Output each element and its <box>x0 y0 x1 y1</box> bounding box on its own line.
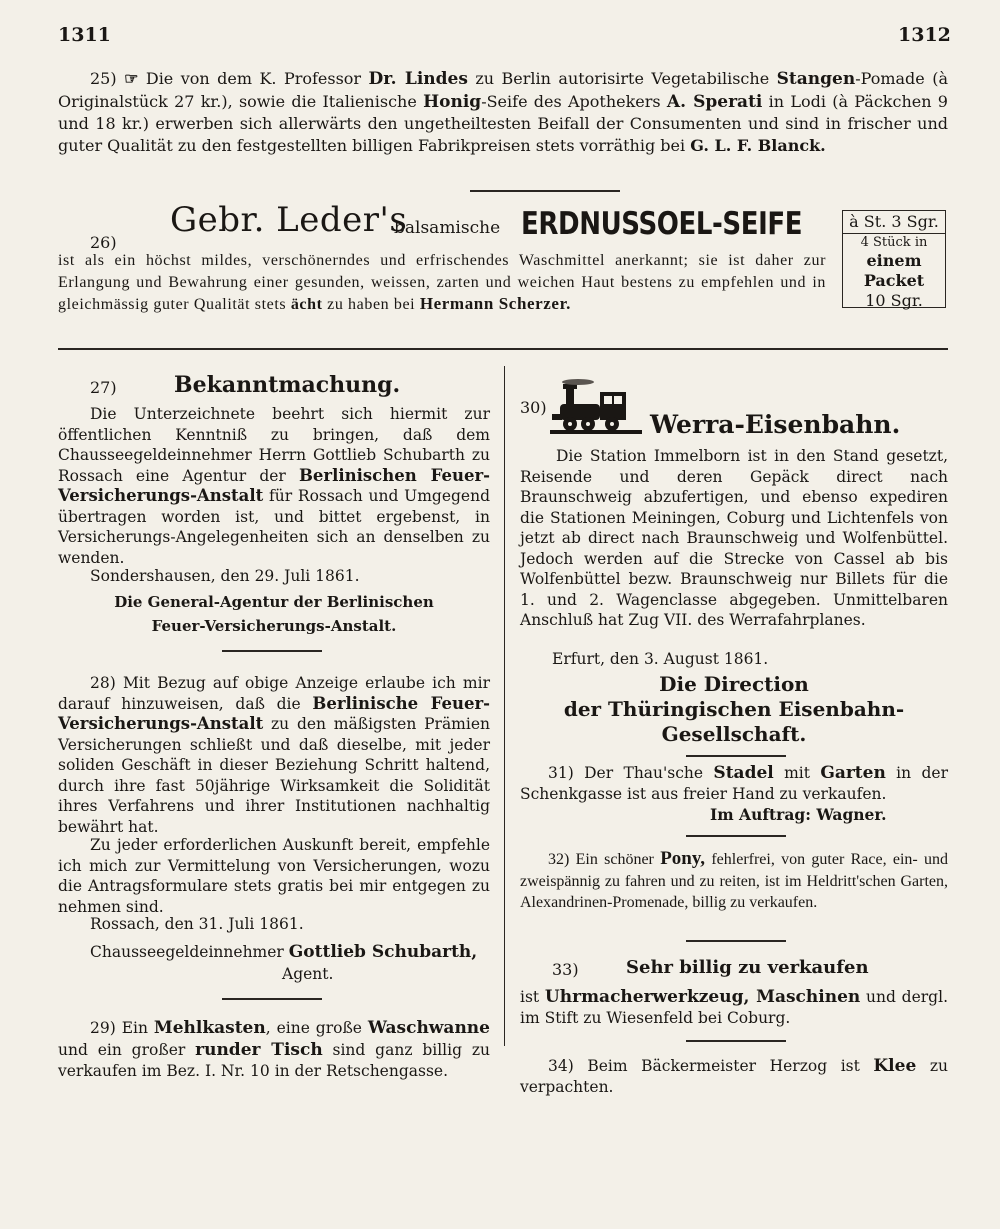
ad-27-title: Bekanntmachung. <box>174 372 401 398</box>
locomotive-icon <box>548 378 644 438</box>
divider <box>686 1040 786 1042</box>
brand-name: Gebr. Leder's <box>170 200 408 240</box>
divider <box>222 998 322 1000</box>
column-separator <box>504 366 505 1046</box>
ad-31-body: 31) Der Thau'sche Stadel mit Garten in der Schenkgasse ist aus freier Hand zu verkaufen. <box>520 763 948 803</box>
ad-28-body-2: Zu jeder erforderlichen Auskunft bereit, empfehle ich mich zur Vermittelung von Versicherungen, wozu die Antragsformulare stets gratis bei mir entgegen zu nehmen sind. <box>58 836 490 916</box>
ad-30-title: Werra-Eisenbahn. <box>650 410 901 439</box>
divider <box>686 835 786 837</box>
ad-28-signature: Chausseegeldeinnehmer Gottlieb Schubarth, <box>90 942 478 962</box>
divider <box>686 940 786 942</box>
seller-name: Hermann Scherzer. <box>419 294 572 313</box>
ad-27-body: Die Unterzeichnete beehrt sich hiermit zur öffentlichen Kenntniß zu bringen, daß dem Chausseegeldeinnehmer Herrn Gottlieb Schubarth zu Rossach eine Agentur der Berlinischen Feuer-Versicherungs-Anstalt für Rossach und Umgegend übertragen worden ist, und bittet ergebenst, in Versicherungs-Angelegenheiten sich an denselben zu wenden. <box>58 405 490 567</box>
price-box: à St. 3 Sgr. 4 Stück in einem Packet 10 Sgr. <box>842 210 946 308</box>
ad-26-body: ist als ein höchst mildes, verschönerndes und erfrischendes Waschmittel anerkannt; sie ist daher zur Erlangung und Bewahrung einer gesunden, weissen, zarten und weichen Haut bestens zu empfehlen und in gleichmässig guter Qualität stets ächt zu haben bei Hermann Scherzer. <box>58 252 826 313</box>
ad-30-body: Die Station Immelborn ist in den Stand gesetzt, Reisende und deren Gepäck direct nach Braunschweig abzufertigen, und ebenso expediren die Stationen Meiningen, Coburg und Lichtenfels von jetzt ab direct nach Braunschweig und Wolfenbüttel. Jedoch werden auf die Strecke von Cassel ab bis Wolfenbüttel bezw. Braunschweig nur Billets für die 1. und 2. Wagenclasse abgegeben. Unmittelbaren Anschluß hat Zug VII. des Werrafahrplanes. <box>520 447 948 629</box>
ad-25: 25) ☞ Die von dem K. Professor Dr. Lindes zu Berlin autorisirte Vegetabilische Stangen-Pomade (à Originalstück 27 kr.), sowie die Italienische Honig-Seife des Apothekers A. Sperati in Lodi (à Päckchen 9 und 18 kr.) erwerben sich allerwärts den ungetheiltesten Beifall der Consumenten und sind in frischer und guter Qualität zu den festgestellten billigen Fabrikpreisen stets vorräthig bei G. L. F. Blanck. <box>58 69 948 155</box>
ad-33-title: Sehr billig zu verkaufen <box>626 957 869 978</box>
divider <box>470 190 620 192</box>
ad-34-body: 34) Beim Bäckermeister Herzog ist Klee zu verpachten. <box>520 1056 949 1096</box>
ad-32-body: 32) Ein schöner Pony, fehlerfrei, von guter Race, ein- und zweispännig zu fahren und zu reiten, ist im Heldritt'schen Garten, Alexandrinen-Promenade, billig zu verkaufen. <box>520 848 949 911</box>
divider <box>222 650 322 652</box>
divider <box>686 755 786 757</box>
page-number-right: 1312 <box>898 24 951 46</box>
product-name: ERDNUSSOEL-SEIFE <box>521 206 803 242</box>
ad-33-body: ist Uhrmacherwerkzeug, Maschinen und dergl. im Stift zu Wiesenfeld bei Coburg. <box>520 987 948 1027</box>
seller-name: G. L. F. Blanck. <box>690 135 826 155</box>
page-number-left: 1311 <box>58 24 111 46</box>
ad-28-body: 28) Mit Bezug auf obige Anzeige erlaube ich mir darauf hinzuweisen, daß die Berlinische Feuer-Versicherungs-Anstalt zu den mäßigsten Prämien Versicherungen schließt und daß dieselbe, mit jeder soliden Geschäft in dieser Beziehung Schritt haltend, durch ihre fast 50jährige Wirksamkeit die Solidität ihres Verfahrens und ihrer Institutionen nachhaltig bewährt hat. <box>58 674 490 836</box>
divider <box>58 348 948 350</box>
newspaper-page: 1311 1312 25) ☞ Die von dem K. Professor Dr. Lindes zu Berlin autorisirte Vegetabilische Stangen-Pomade (à Originalstück 27 kr.), sowie die Italienische Honig-Seife des Apothekers A. Sperati in Lodi (à Päckchen 9 und 18 kr.) erwerben sich allerwärts den ungetheiltesten Beifall der Consumenten und sind in frischer und guter Qualität zu den festgestellten billigen Fabrikpreisen stets vorräthig bei G. L. F. Blanck. 26) Gebr. Leder's balsamische ERDNUSSOEL-SEIFE à St. 3 Sgr. 4 Stück in einem Packet 10 Sgr. ist als ein höchst mildes, verschönerndes und erfrischendes Waschmittel anerkannt; sie ist daher zur Erlangung und Bewahrung einer gesunden, weissen, zarten und weichen Haut bestens zu empfehlen und in gleichmässig guter Qualität stets ächt zu haben bei Hermann Scherzer. 27) Bekanntmachung. Die Unterzeichnete beehrt sich hiermit zur öffentlichen Kenntniß zu bringen, daß dem Chausseegeldeinnehmer Herrn Gottlieb Schubarth zu Rossach eine Agentur der Berlinischen Feuer-Versicherungs-Anstalt für Rossach und Umgegend übertragen worden ist, und bittet ergebenst, in Versicherungs-Angelegenheiten sich an denselben zu wenden. Sondershausen, den 29. Juli 1861. Die General-Agentur der Berlinischen Feuer-Versicherungs-Anstalt. 28) Mit Bezug auf obige Anzeige erlaube ich mir darauf hinzuweisen, daß die Berlinische Feuer-Versicherungs-Anstalt zu den mäßigsten Prämien Versicherungen schließt und daß dieselbe, mit jeder soliden Geschäft in dieser Beziehung Schritt haltend, durch ihre fast 50jährige Wirksamkeit die Solidität ihres Verfahrens und ihrer Institutionen nachhaltig bewährt hat. Zu jeder erforderlichen Auskunft bereit, empfehle ich mich zur Vermittelung von Versicherungen, wozu die Antragsformulare stets gratis bei mir entgegen zu nehmen sind. Rossach, den 31. Juli 1861. Chausseegeldeinnehmer Gottlieb Schubarth, Agent. 29) Ein Mehlkasten, eine große Waschwanne und ein großer runder Tisch sind ganz billig zu verkaufen im Bez. I. Nr. 10 in der Retschengasse. 30) Werra-Eisenbahn. Die Station Immelborn ist in den Stand gesetzt, Reisende und deren Gepäck direct nach Braunschweig abzufertigen, und ebenso expediren die Stationen Meiningen, Coburg und Lichtenfels von jetzt ab direct nach Braunschweig und Wolfenbüttel. Jedoch werden auf die Strecke von Cassel ab bis Wolfenbüttel bezw. Braunschweig nur Billets für die 1. und 2. Wagenclasse abgegeben. Unmittelbaren Anschluß hat Zug VII. des Werrafahrplanes. Erfurt, den 3. August 1861. Die Direction der Thüringischen Eisenbahn- Gesellschaft. 31) Der Thau'sche Stadel mit Garten in der Schenkgasse ist aus freier Hand zu verkaufen. Im Auftrag: Wagner. 32) Ein schöner Pony, fehlerfrei, von guter Race, ein- und zweispännig zu fahren und zu reiten, ist im Heldritt'schen Garten, Alexandrinen-Promenade, billig zu verkaufen. 33) Sehr billig zu verkaufen ist Uhrmacherwerkzeug, Maschinen und dergl. im Stift zu Wiesenfeld bei Coburg. 34) Beim Bäckermeister Herzog ist Klee zu verpachten. <box>58 24 951 1096</box>
ad-29-body: 29) Ein Mehlkasten, eine große Waschwanne und ein großer runder Tisch sind ganz billig zu verkaufen im Bez. I. Nr. 10 in der Retschengasse. <box>58 1018 490 1080</box>
pointing-hand-icon: ☞ <box>124 69 139 88</box>
